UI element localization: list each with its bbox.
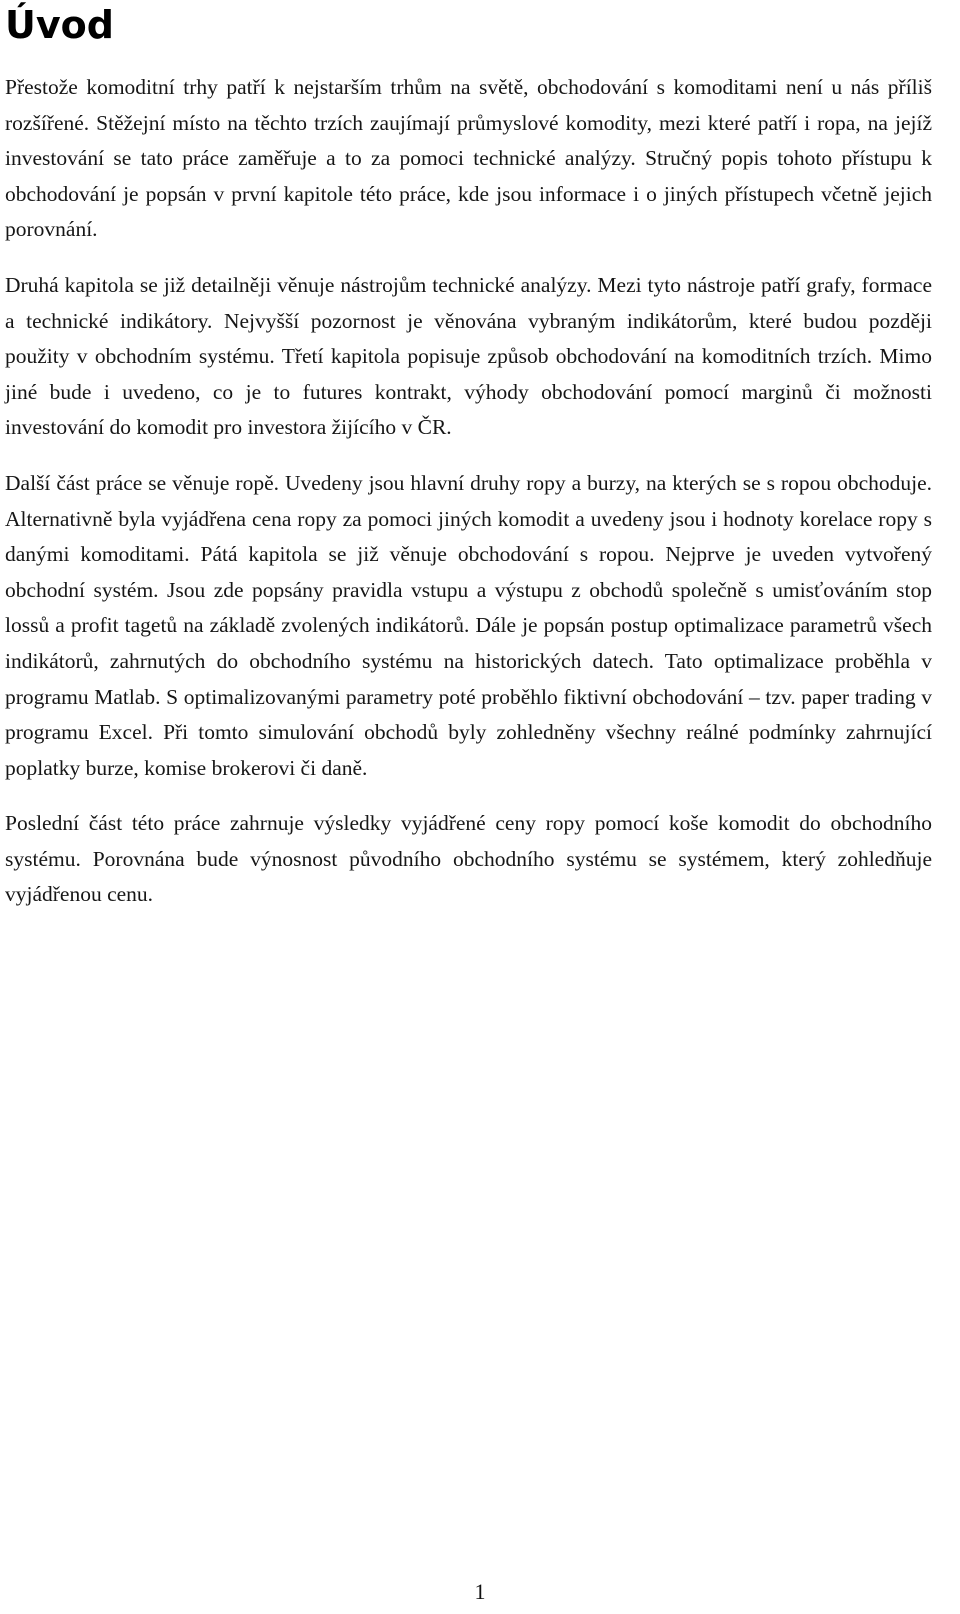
text-segment: Při tomto simulování obchodů byly zohledněny všechny reálné podmínky zahrnující poplatky burze, komise brokerovi či daně. bbox=[5, 720, 933, 780]
text-segment: Dále je popsán postup optimalizace parametrů všech indikátorů, zahrnutých do obchodního systému na historických datech. bbox=[5, 613, 932, 673]
text-segment: Stručný popis tohoto přístupu k obchodování je popsán v první kapitole této práce, kde jsou informace i o jiných přístupech včetně jejich porovnání. bbox=[5, 146, 932, 242]
text-segment: Nejprve je uveden vytvořený obchodní systém. bbox=[5, 542, 933, 602]
text-segment: Druhá kapitola se již detailněji věnuje nástrojům technické analýzy. bbox=[5, 272, 592, 297]
paragraph-1 bbox=[5, 70, 932, 248]
text-segment: Uvedeny jsou hlavní druhy ropy a burzy, na kterých se s ropou obchoduje. bbox=[284, 470, 932, 495]
text-segment: Třetí kapitola popisuje způsob obchodování na komoditních trzích. bbox=[281, 344, 873, 369]
text-segment: Alternativně byla vyjádřena cena ropy za pomoci jiných komodit a uvedeny jsou i hodnoty korelace ropy s danými komoditami. bbox=[5, 506, 932, 567]
text-segment: Pátá kapitola se již věnuje obchodování s ropou. bbox=[200, 542, 655, 567]
text-segment: Jsou zde popsány pravidla vstupu a výstupu z obchodů společně s umisťováním stop lossů a profit tagetů na základě zvolených indikátorů. bbox=[5, 577, 932, 638]
text-segment: Mezi tyto nástroje patří grafy, formace a technické indikátory. bbox=[5, 272, 933, 333]
text-segment: Tato optimalizace proběhla v programu Matlab. bbox=[5, 648, 932, 709]
text-segment: Nejvyšší pozornost je věnována vybraným indikátorům, které budou později použity v obchodním systému. bbox=[5, 308, 933, 369]
paragraph-3 bbox=[5, 466, 932, 786]
page-number: 1 bbox=[474, 1579, 486, 1604]
text-segment: Přestože komoditní trhy patří k nejstarším trhům na světě, obchodování s komoditami není u nás příliš rozšířené. Stěžejní místo na těchto trzích zaujímají průmyslové komodity, mezi které patří i ropa, na jejíž investování se tato práce zaměřuje a to za pomoci technické analýzy. bbox=[5, 75, 932, 171]
text-segment: Porovnána bude výnosnost původního obchodního systému se systémem, který zohledňuje vyjádřenou cenu. bbox=[5, 846, 932, 907]
text-segment: Mimo jiné bude i uvedeno, co je to futures kontrakt, výhody obchodování pomocí marginů či možnosti investování do komodit pro investora žijícího v ČR. bbox=[5, 344, 932, 440]
text-segment: Další část práce se věnuje ropě. bbox=[5, 470, 279, 495]
section-heading: Úvod bbox=[5, 3, 114, 47]
paragraph-4 bbox=[5, 806, 932, 913]
body-text bbox=[5, 70, 932, 933]
paragraph-2 bbox=[5, 268, 932, 446]
text-segment: Poslední část této práce zahrnuje výsledky vyjádřené ceny ropy pomocí koše komodit do obchodního systému. bbox=[5, 811, 932, 871]
text-segment: S optimalizovanými parametry poté proběhlo fiktivní obchodování – tzv. paper trading v programu Excel. bbox=[5, 684, 932, 745]
